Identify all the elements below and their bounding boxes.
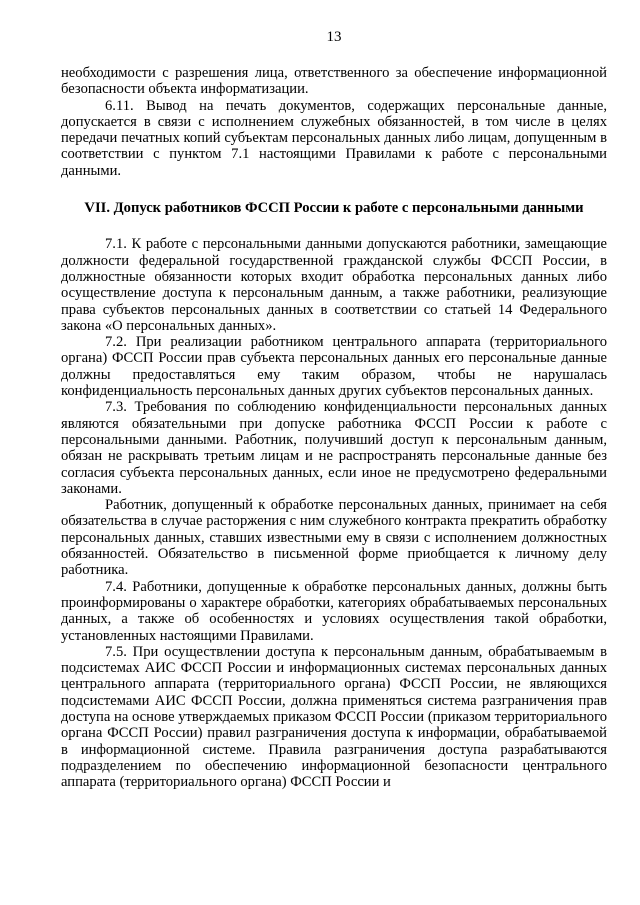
page-number: 13 xyxy=(326,29,342,45)
paragraph-7-2: 7.2. При реализации работником центрального аппарата (территориального органа) ФССП России прав субъекта персональных данных его персональные данные должны предоставляться ему таким образом, чтобы не нарушалась конфиденциальность персональных данных других субъектов персональных данных. xyxy=(61,334,607,400)
section-heading: VII. Допуск работников ФССП России к работе с персональными данными xyxy=(84,200,584,217)
paragraph-6-11: 6.11. Вывод на печать документов, содержащих персональные данные, допускается в связи с исполнением служебных обязанностей, в том числе в целях передачи печатных копий субъектам персональных данных либо лицам, допущенным в соответствии с пунктом 7.1 настоящими Правилами к работе с персональными данными. xyxy=(61,97,607,179)
paragraph-7-5: 7.5. При осуществлении доступа к персональным данным, обрабатываемым в подсистемах АИС ФССП России и информационных системах персональных данных центрального аппарата (территориального органа) ФССП России, не являющихся подсистемами АИС ФССП России, должна применяться система разграничения прав доступа на основе утверждаемых приказом ФССП России (приказом территориального органа ФССП России) правил разграничения доступа к информации, обрабатываемой в информационной системе. Правила разграничения доступа разрабатываются подразделением по обеспечению информационной безопасности центрального аппарата (территориального органа) ФССП России и xyxy=(61,643,607,791)
paragraph-7-3-obligation: Работник, допущенный к обработке персональных данных, принимает на себя обязательства в случае расторжения с ним служебного контракта прекратить обработку персональных данных, ставших известными ему в связи с исполнением должностных обязанностей. Обязательство в письменной форме приобщается к личному делу работника. xyxy=(61,497,607,579)
paragraph-7-1: 7.1. К работе с персональными данными допускаются работники, замещающие должности федеральной государственной гражданской службы ФССП России, в должностные обязанности которых входит обработка персональных данных либо осуществление доступа к персональным данным, а также работники, реализующие права субъектов персональных данных в соответствии со статьей 14 Федерального закона «О персональных данных». xyxy=(61,236,607,334)
document-page xyxy=(61,27,607,790)
paragraph-7-4: 7.4. Работники, допущенные к обработке персональных данных, должны быть проинформированы о характере обработки, категориях обрабатываемых персональных данных, а также об особенностях и условиях осуществления такой обработки, установленных настоящими Правилами. xyxy=(61,578,607,644)
paragraph-7-3: 7.3. Требования по соблюдению конфиденциальности персональных данных являются обязательными при допуске работника ФССП России к работе с персональными данными. Работник, получивший доступ к персональным данным, обязан не раскрывать третьим лицам и не распространять персональные данные без согласия субъекта персональных данных, если иное не предусмотрено федеральными законами. xyxy=(61,399,607,497)
paragraph-continuation: необходимости с разрешения лица, ответственного за обеспечение информационной безопасности объекта информатизации. xyxy=(61,65,607,98)
